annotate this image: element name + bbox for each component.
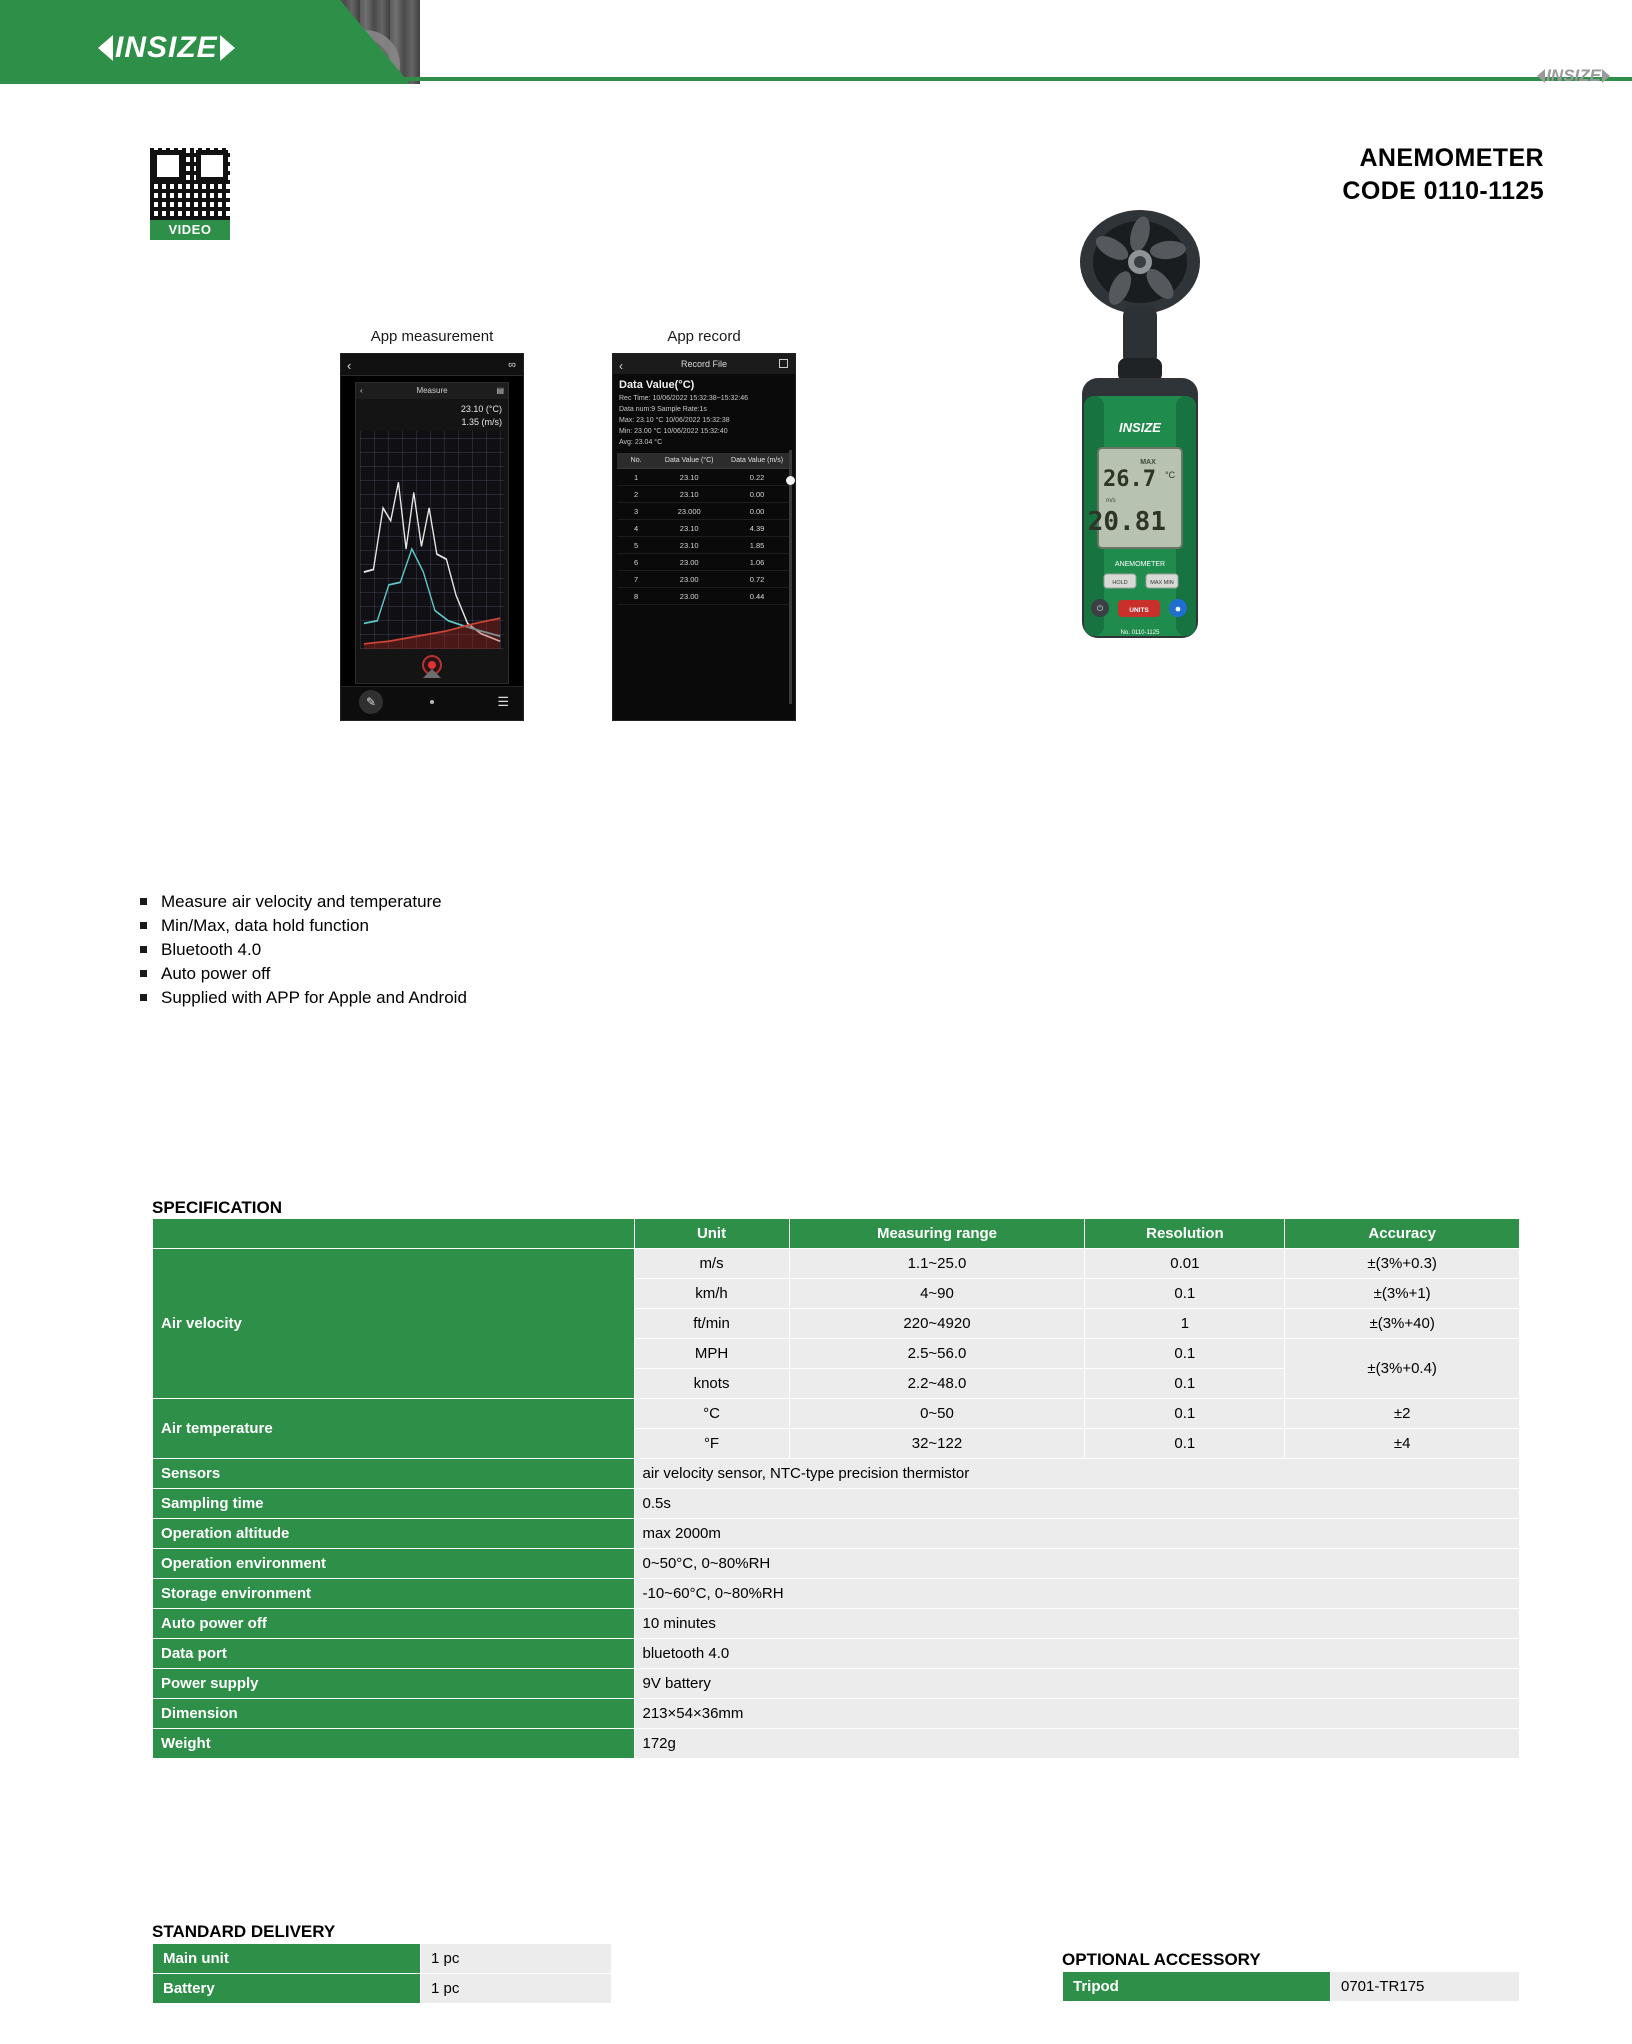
table-header-row: [153, 1219, 1520, 1249]
cell-unit: MPH: [634, 1339, 789, 1369]
row-label-dimension: Dimension: [153, 1699, 635, 1729]
video-label: VIDEO: [150, 220, 230, 240]
record-col-vel: Data Value (m/s): [731, 457, 784, 464]
cell-resolution: 1: [1085, 1309, 1285, 1339]
edit-pencil-icon[interactable]: ✎: [359, 690, 383, 714]
accessory-label-tripod: Tripod: [1063, 1972, 1331, 2002]
row-value-weight: 172g: [634, 1729, 1520, 1759]
table-row: [153, 1669, 1520, 1699]
app-record-screenshot: [612, 353, 796, 721]
record-col-no: No.: [630, 457, 642, 464]
cell-temp: 23.00: [679, 574, 699, 584]
svg-text:ANEMOMETER: ANEMOMETER: [1114, 561, 1166, 568]
cell-vel: 0.22: [749, 472, 765, 482]
product-code: CODE 0110-1125: [1342, 177, 1544, 205]
logo-right-arrow-icon: [220, 35, 235, 61]
record-col-temp: Data Value (°C): [664, 457, 714, 464]
svg-text:No. 0110-1125: No. 0110-1125: [1120, 630, 1160, 636]
logo-left-arrow-icon: [98, 35, 113, 61]
delivery-label-main-unit: Main unit: [153, 1944, 421, 1974]
record-meta-4: Avg: 23.04 °C: [619, 439, 663, 446]
specification-table: [152, 1218, 1520, 1759]
delivery-value-main-unit: 1 pc: [421, 1944, 612, 1974]
list-item: [140, 986, 467, 1010]
app-record-figure: [612, 328, 796, 721]
table-row: [153, 1699, 1520, 1729]
row-value-storage-environment: -10~60°C, 0~80%RH: [634, 1579, 1520, 1609]
cell-accuracy: ±(3%+0.4): [1285, 1339, 1520, 1399]
table-row: [1063, 1972, 1520, 2002]
row-label-sampling-time: Sampling time: [153, 1489, 635, 1519]
table-row: [617, 469, 791, 486]
table-row: [153, 1639, 1520, 1669]
svg-text:HOLD: HOLD: [1112, 580, 1128, 586]
cell-accuracy: ±(3%+0.3): [1285, 1249, 1520, 1279]
feature-text: Bluetooth 4.0: [161, 940, 262, 959]
row-value-sampling-time: 0.5s: [634, 1489, 1520, 1519]
product-photo: [1020, 210, 1260, 810]
cell-temp: 23.00: [679, 557, 699, 567]
svg-text:✸: ✸: [1174, 605, 1182, 614]
optional-accessory-table: [1062, 1971, 1520, 2002]
back-chevron-icon: ‹: [347, 358, 352, 373]
cell-no: 3: [634, 506, 639, 516]
cell-no: 1: [634, 472, 639, 482]
cell-temp: 23.000: [677, 506, 701, 516]
specification-heading: SPECIFICATION: [152, 1198, 283, 1217]
row-value-auto-power-off: 10 minutes: [634, 1609, 1520, 1639]
svg-text:MAX: MAX: [1140, 459, 1156, 466]
cell-vel: 0.44: [749, 591, 765, 601]
cell-unit: ft/min: [634, 1309, 789, 1339]
app-record-caption: App record: [667, 328, 741, 345]
product-name: ANEMOMETER: [1359, 144, 1544, 172]
bullet-square-icon: [140, 922, 147, 929]
record-screen-title: Record File: [680, 359, 727, 369]
cell-unit: °C: [634, 1399, 789, 1429]
col-accuracy: Accuracy: [1285, 1219, 1520, 1249]
cell-temp: 23.10: [679, 489, 699, 499]
record-meta-1: Data num:9 Sample Rate:1s: [619, 406, 707, 413]
list-item: [140, 938, 467, 962]
table-row: [617, 520, 791, 537]
cell-vel: 1.85: [749, 540, 765, 550]
table-row: [617, 537, 791, 554]
svg-text:INSIZE: INSIZE: [1119, 420, 1161, 435]
col-resolution: Resolution: [1085, 1219, 1285, 1249]
row-label-weight: Weight: [153, 1729, 635, 1759]
cell-range: 1.1~25.0: [789, 1249, 1085, 1279]
row-label-data-port: Data port: [153, 1639, 635, 1669]
cell-no: 8: [634, 591, 639, 601]
table-row: [153, 1399, 1520, 1429]
cell-resolution: 0.1: [1085, 1399, 1285, 1429]
table-row: [153, 1609, 1520, 1639]
row-value-data-port: bluetooth 4.0: [634, 1639, 1520, 1669]
col-range: Measuring range: [789, 1219, 1085, 1249]
cell-unit: knots: [634, 1369, 789, 1399]
insize-watermark-logo: [1537, 66, 1610, 86]
bullet-square-icon: [140, 994, 147, 1001]
table-row: [153, 1729, 1520, 1759]
delivery-value-battery: 1 pc: [421, 1974, 612, 2004]
table-row: [617, 486, 791, 503]
record-meta-0: Rec Time: 10/06/2022 15:32:38~15:32:46: [619, 395, 749, 402]
feature-text: Min/Max, data hold function: [161, 916, 369, 935]
app-velocity-value: 1.35 (m/s): [461, 417, 502, 427]
app-measurement-figure: [340, 328, 524, 721]
page-title: [1342, 142, 1544, 208]
record-table-header: [617, 453, 791, 469]
table-row: [153, 1944, 612, 1974]
cell-accuracy: ±(3%+1): [1285, 1279, 1520, 1309]
row-label-air-temperature: Air temperature: [153, 1399, 635, 1459]
svg-text:UNITS: UNITS: [1129, 607, 1149, 614]
record-export-icon[interactable]: [779, 359, 788, 368]
app-screen-title: Measure: [416, 386, 448, 395]
list-item: [140, 914, 467, 938]
cell-no: 7: [634, 574, 639, 584]
cell-vel: 1.06: [749, 557, 765, 567]
table-row: [153, 1489, 1520, 1519]
cell-range: 2.2~48.0: [789, 1369, 1085, 1399]
accessory-code-tripod: 0701-TR175: [1331, 1972, 1520, 2002]
svg-text:m/s: m/s: [1106, 498, 1116, 504]
app-bottom-bar: [341, 686, 523, 720]
watermark-left-arrow-icon: [1537, 69, 1545, 83]
cell-no: 6: [634, 557, 639, 567]
table-row: [617, 554, 791, 571]
cell-unit: m/s: [634, 1249, 789, 1279]
row-value-sensors: air velocity sensor, NTC-type precision thermistor: [634, 1459, 1520, 1489]
cell-no: 2: [634, 489, 639, 499]
cell-vel: 4.39: [749, 523, 765, 533]
menu-icon[interactable]: ☰: [497, 694, 509, 709]
record-meta-2: Max: 23.10 °C 10/06/2022 15:32:38: [619, 417, 730, 424]
feature-text: Auto power off: [161, 964, 271, 983]
cell-resolution: 0.1: [1085, 1429, 1285, 1459]
watermark-right-arrow-icon: [1602, 69, 1610, 83]
bullet-square-icon: [140, 946, 147, 953]
record-meta-3: Min: 23.00 °C 10/06/2022 15:32:40: [619, 428, 728, 435]
cell-no: 5: [634, 540, 639, 550]
row-label-air-velocity: Air velocity: [153, 1249, 635, 1399]
row-label-operation-altitude: Operation altitude: [153, 1519, 635, 1549]
table-row: [617, 503, 791, 520]
row-value-operation-altitude: max 2000m: [634, 1519, 1520, 1549]
row-label-storage-environment: Storage environment: [153, 1579, 635, 1609]
delivery-label-battery: Battery: [153, 1974, 421, 2004]
logo-text: INSIZE: [115, 31, 218, 64]
row-value-power-supply: 9V battery: [634, 1669, 1520, 1699]
cell-accuracy: ±4: [1285, 1429, 1520, 1459]
standard-delivery-table: [152, 1943, 612, 2004]
app-temperature-value: 23.10 (°C): [460, 404, 502, 414]
cell-temp: 23.00: [679, 591, 699, 601]
app-measurement-caption: App measurement: [370, 328, 494, 345]
table-row: [153, 1459, 1520, 1489]
app-chart-panel: [355, 382, 509, 684]
col-unit: Unit: [634, 1219, 789, 1249]
svg-text:°C: °C: [1164, 470, 1176, 480]
record-back-chevron-icon[interactable]: ‹: [619, 359, 623, 373]
header-green-rule: [400, 77, 1632, 81]
app-screen-title-bar: [356, 383, 508, 399]
cell-temp: 23.10: [679, 472, 699, 482]
expand-caret-icon[interactable]: [423, 669, 441, 678]
bullet-square-icon: [140, 898, 147, 905]
table-row: [617, 588, 791, 605]
insize-logo: [98, 30, 276, 66]
row-label-operation-environment: Operation environment: [153, 1549, 635, 1579]
app-line-chart: [360, 431, 504, 649]
cell-range: 220~4920: [789, 1309, 1085, 1339]
optional-accessory-heading: OPTIONAL ACCESSORY: [1062, 1950, 1261, 1969]
record-topbar: [613, 354, 795, 374]
cell-resolution: 0.01: [1085, 1249, 1285, 1279]
standard-delivery-heading: STANDARD DELIVERY: [152, 1922, 336, 1941]
cell-range: 32~122: [789, 1429, 1085, 1459]
cell-unit: °F: [634, 1429, 789, 1459]
table-row: [617, 571, 791, 588]
spec-header-blank: [153, 1219, 635, 1249]
feature-text: Measure air velocity and temperature: [161, 892, 442, 911]
cell-vel: 0.72: [749, 574, 765, 584]
svg-text:MAX MIN: MAX MIN: [1150, 580, 1174, 586]
chart-panel-left-icon: ‹: [360, 386, 363, 395]
cell-range: 0~50: [789, 1399, 1085, 1429]
cell-no: 4: [634, 523, 639, 533]
qr-code-icon[interactable]: [150, 148, 230, 220]
table-row: [153, 1549, 1520, 1579]
cell-resolution: 0.1: [1085, 1369, 1285, 1399]
share-icon: ∞: [508, 359, 516, 371]
app-measurement-screenshot: [340, 353, 524, 721]
cell-vel: 0.00: [749, 489, 765, 499]
svg-text:26.7: 26.7: [1103, 467, 1156, 492]
cell-resolution: 0.1: [1085, 1339, 1285, 1369]
page-header: [0, 0, 1632, 96]
row-label-sensors: Sensors: [153, 1459, 635, 1489]
table-row: [153, 1974, 612, 2004]
table-row: [153, 1579, 1520, 1609]
list-item: [140, 962, 467, 986]
list-item: [140, 890, 467, 914]
cell-resolution: 0.1: [1085, 1279, 1285, 1309]
feature-list: [140, 890, 467, 1010]
row-value-operation-environment: 0~50°C, 0~80%RH: [634, 1549, 1520, 1579]
cell-vel: 0.00: [749, 506, 765, 516]
record-scrollbar[interactable]: [789, 450, 792, 704]
svg-text:20.81: 20.81: [1087, 507, 1166, 537]
table-row: [153, 1519, 1520, 1549]
cell-accuracy: ±(3%+40): [1285, 1309, 1520, 1339]
app-topbar: [341, 354, 523, 376]
table-row: [153, 1249, 1520, 1279]
bullet-square-icon: [140, 970, 147, 977]
video-qr-block[interactable]: [150, 148, 232, 240]
cell-temp: 23.10: [679, 540, 699, 550]
row-label-auto-power-off: Auto power off: [153, 1609, 635, 1639]
page-indicator-dot: [430, 700, 434, 704]
chart-panel-right-icon: ▤: [496, 386, 504, 395]
app-readout: [461, 403, 502, 429]
cell-accuracy: ±2: [1285, 1399, 1520, 1429]
row-value-dimension: 213×54×36mm: [634, 1699, 1520, 1729]
header-white-rule: [0, 92, 1632, 94]
svg-text:⏻: ⏻: [1096, 604, 1104, 613]
record-data-title: Data Value(°C): [619, 379, 695, 391]
cell-range: 2.5~56.0: [789, 1339, 1085, 1369]
cell-unit: km/h: [634, 1279, 789, 1309]
cell-range: 4~90: [789, 1279, 1085, 1309]
feature-text: Supplied with APP for Apple and Android: [161, 988, 467, 1007]
watermark-text: INSIZE: [1546, 66, 1601, 85]
row-label-power-supply: Power supply: [153, 1669, 635, 1699]
cell-temp: 23.10: [679, 523, 699, 533]
